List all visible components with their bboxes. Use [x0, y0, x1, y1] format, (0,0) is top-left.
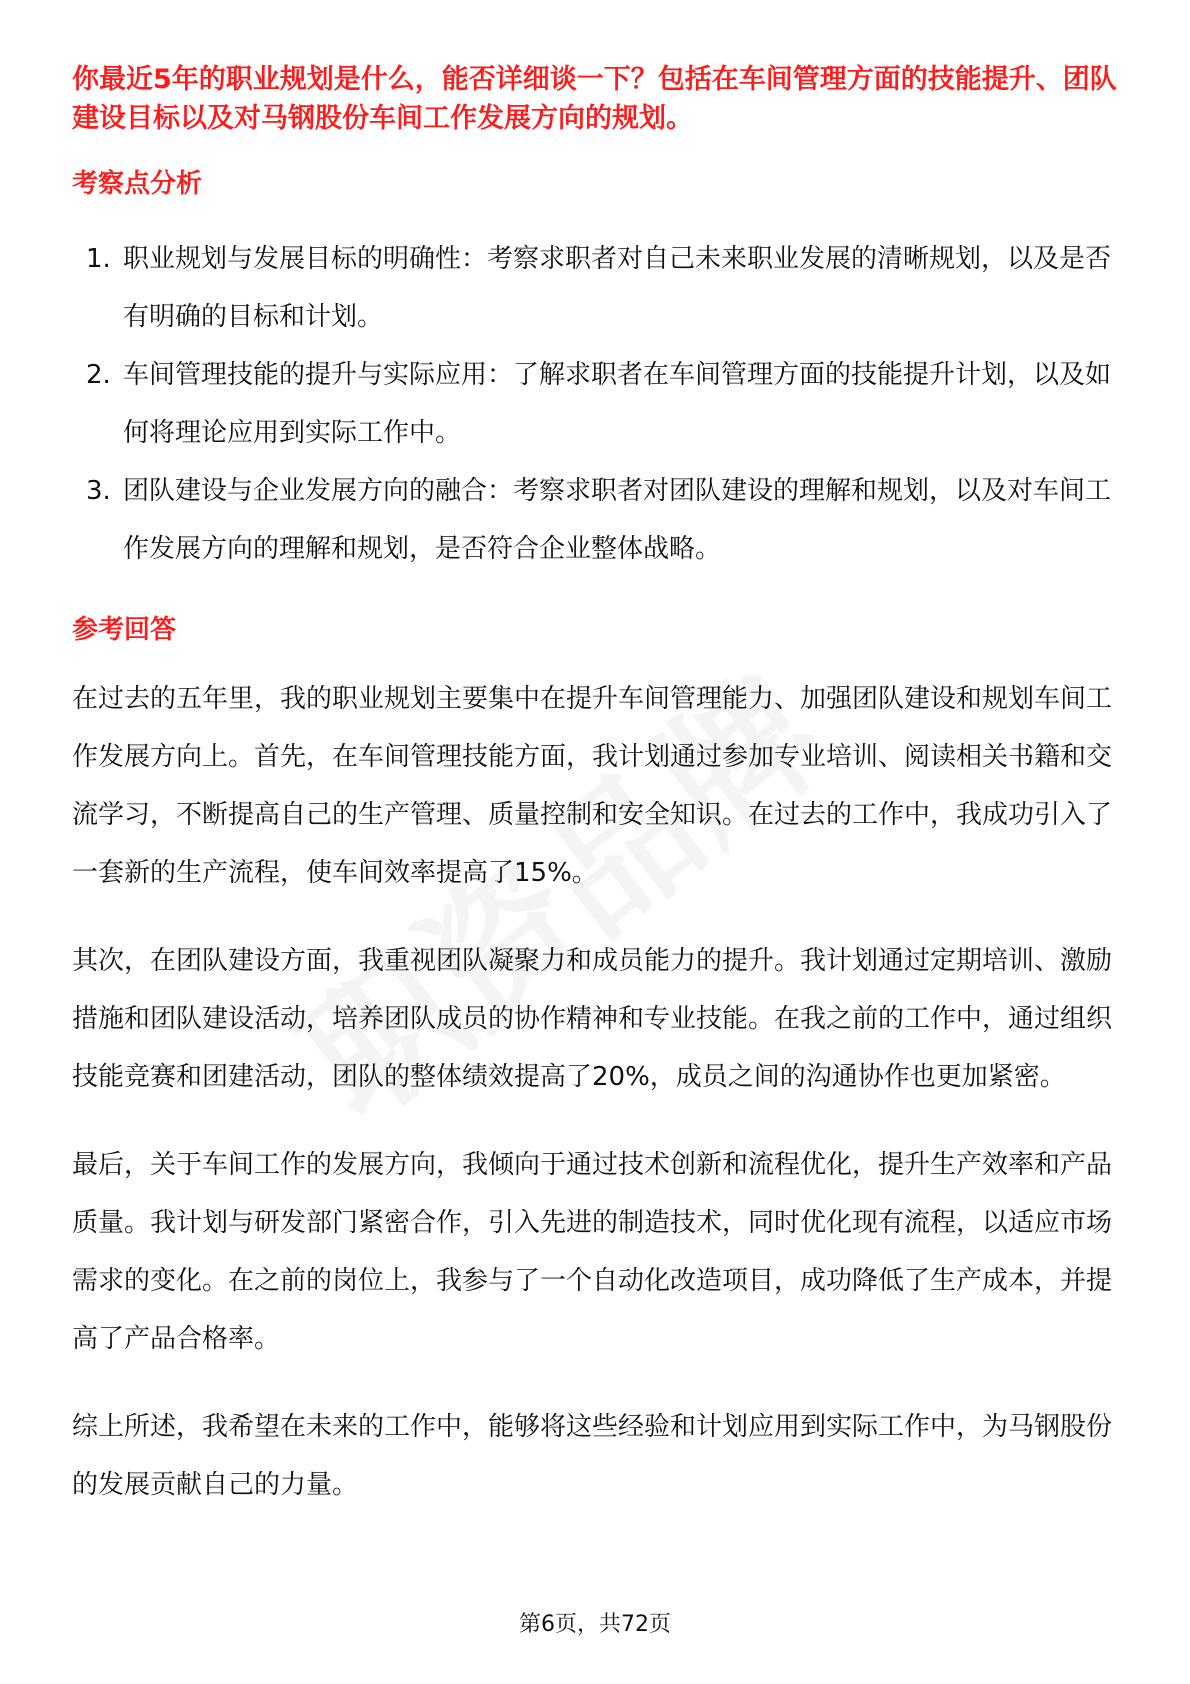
analysis-title: 考察点分析	[72, 169, 203, 199]
list-item	[72, 462, 1122, 578]
answer-paragraph-4: 综上所述，我希望在未来的工作中，能够将这些经验和计划应用到实际工作中，为马钢股份的发展贡献自己的力量。	[72, 1412, 1113, 1500]
list-item-text: 车间管理技能的提升与实际应用：了解求职者在车间管理方面的技能提升计划，以及如何将理论应用到实际工作中。	[123, 360, 1112, 448]
list-item-number: 2.	[86, 360, 111, 390]
list-item-text: 职业规划与发展目标的明确性：考察求职者对自己未来职业发展的清晰规划，以及是否有明确的目标和计划。	[123, 244, 1112, 332]
analysis-list	[72, 230, 1122, 578]
page-number-footer: 第6页，共72页	[519, 1612, 671, 1637]
list-item	[72, 346, 1122, 462]
list-item	[72, 230, 1122, 346]
answer-paragraph-2: 其次，在团队建设方面，我重视团队凝聚力和成员能力的提升。我计划通过定期培训、激励措施和团队建设活动，培养团队成员的协作精神和专业技能。在我之前的工作中，通过组织技能竞赛和团建活动，团队的整体绩效提高了20%，成员之间的沟通协作也更加紧密。	[72, 946, 1113, 1092]
answer-paragraph-3: 最后，关于车间工作的发展方向，我倾向于通过技术创新和流程优化，提升生产效率和产品质量。我计划与研发部门紧密合作，引入先进的制造技术，同时优化现有流程，以适应市场需求的变化。在之前的岗位上，我参与了一个自动化改造项目，成功降低了生产成本，并提高了产品合格率。	[72, 1150, 1113, 1354]
list-item-number: 1.	[86, 244, 111, 274]
list-item-number: 3.	[86, 476, 111, 506]
list-item-text: 团队建设与企业发展方向的融合：考察求职者对团队建设的理解和规划，以及对车间工作发展方向的理解和规划，是否符合企业整体战略。	[123, 476, 1112, 564]
answer-title: 参考回答	[72, 615, 177, 645]
document-page	[72, 60, 1122, 1514]
answer-paragraph-1: 在过去的五年里，我的职业规划主要集中在提升车间管理能力、加强团队建设和规划车间工作发展方向上。首先，在车间管理技能方面，我计划通过参加专业培训、阅读相关书籍和交流学习，不断提高自己的生产管理、质量控制和安全知识。在过去的工作中，我成功引入了一套新的生产流程，使车间效率提高了15%。	[72, 684, 1113, 888]
question-heading: 你最近5年的职业规划是什么，能否详细谈一下？包括在车间管理方面的技能提升、团队建设目标以及对马钢股份车间工作发展方向的规划。	[72, 64, 1117, 134]
